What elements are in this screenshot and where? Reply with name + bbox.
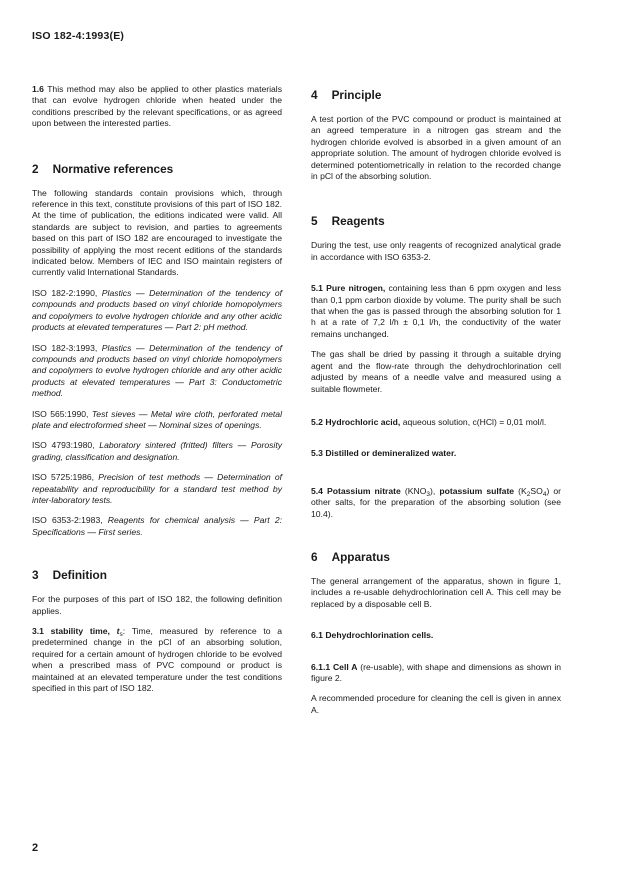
- apparatus-intro: The general arrangement of the apparatus, shown in figure 1, includes a re-usable dehydrochlorination cell A. This cell may be replaced by a disposable cell B.: [311, 575, 561, 609]
- section-title: Apparatus: [331, 549, 390, 564]
- reagent-name: Potassium nitrate: [327, 485, 401, 496]
- clause-title: Cell A: [332, 661, 358, 672]
- section-heading-3: [32, 568, 282, 582]
- principle-text: A test portion of the PVC compound or product is maintained at an agreed temperature in a nitrogen gas stream and the hydrogen chloride evolved is absorbed in a given amount of an appropriate solution. The amount of hydrogen chloride evolved is determined potentiometrically in relation to the recorded change in pCl of the absorbing solution.: [311, 114, 561, 182]
- definition-3-1: [32, 626, 282, 694]
- clause-text: or other salts, for the preparation of the absorbing solution (see 10.4).: [311, 485, 562, 519]
- definition-text: : Time, measured by reference to a predetermined change in the pCl of an absorbing solution, required for a certain amount of hydrogen chloride to be evolved when a prescribed mass of PVC compound or product is maintained at an elevated temperature under the test conditions specified in this part of ISO 182.: [32, 626, 282, 694]
- page-number: 2: [32, 842, 39, 854]
- clause-1-6: [32, 84, 282, 130]
- clause-5-1: [311, 283, 561, 340]
- clause-number: 5.4: [311, 485, 323, 496]
- clause-6-1: [311, 630, 561, 641]
- clause-6-1-1-paragraph: A recommended procedure for cleaning the cell is given in annex A.: [311, 693, 561, 715]
- section-title: Definition: [52, 568, 107, 583]
- clause-text: aqueous solution, c(HCl) = 0,01 mol/l.: [402, 416, 547, 427]
- clause-number: 3.1: [32, 626, 44, 636]
- reference-title: Plastics — Determination of the tendency of compounds and products based on vinyl chloride homopolymers and copolymers to evolve hydrogen chloride and any other acidic products at elevated temperatures — Part 3: Conductometric method.: [32, 342, 282, 399]
- clause-title: Dehydrochlorination cells.: [325, 630, 434, 641]
- clause-number: 1.6: [32, 84, 44, 94]
- reagents-intro: During the test, use only reagents of recognized analytical grade in accordance with ISO 6353-2.: [311, 240, 561, 262]
- clause-number: 5.1: [311, 283, 323, 294]
- reagent-name: Pure nitrogen,: [326, 283, 386, 294]
- term-symbol: t: [116, 626, 120, 636]
- section-title: Normative references: [52, 161, 174, 176]
- reference-title: Reagents for chemical analysis — Part 2: Specifications — First series.: [32, 515, 283, 537]
- clause-number: 5.2: [311, 416, 323, 427]
- clause-6-1-1: [311, 662, 561, 685]
- section-heading-6: [311, 550, 561, 564]
- section-heading-2: [32, 162, 282, 176]
- reagent-name: Distilled or demineralized water.: [325, 448, 457, 459]
- clause-5-3: [311, 448, 561, 459]
- clause-text: containing less than 6 ppm oxygen and less than 0,1 ppm carbon dioxide by volume. The purity shall be such that when the gas is passed through the absorbing solution for 1 h at a rate of 7,2 l/h ± 0,1 l/h, the conductivity of the water remains unchanged.: [311, 283, 561, 339]
- reference-item: ISO 182-2:1990, Plastics — Determination of the tendency of compounds and products based on vinyl chloride homopolymers and copolymers to evolve hydrogen chloride and any other acidic products at elevated temperatures — Part 2: pH method.: [32, 287, 282, 333]
- section-heading-5: [311, 214, 561, 228]
- left-column: [32, 84, 282, 703]
- clause-5-2: [311, 417, 561, 428]
- section-number: 2: [32, 161, 39, 176]
- section-heading-4: [311, 88, 561, 102]
- section-title: Reagents: [331, 214, 385, 229]
- reference-title: Test sieves — Metal wire cloth, perforated metal plate and electroformed sheet — Nominal sizes of openings.: [32, 408, 282, 430]
- reference-item: ISO 4793:1980, Laboratory sintered (fritted) filters — Porosity grading, classification and designation.: [32, 440, 283, 462]
- section-number: 3: [32, 568, 39, 583]
- reference-title: Plastics — Determination of the tendency of compounds and products based on vinyl chloride homopolymers and copolymers to evolve hydrogen chloride and any other acidic products at elevated temperatures — Part 2: pH method.: [32, 287, 282, 333]
- reagent-name: Hydrochloric acid,: [325, 416, 401, 427]
- section-number: 5: [311, 214, 318, 229]
- section-title: Principle: [331, 88, 382, 102]
- reference-title: Precision of test methods — Determination of repeatability and reproducibility for a standard test method by inter-laboratory tests.: [32, 472, 282, 505]
- clause-text: (re-usable), with shape and dimensions as shown in figure 2.: [311, 661, 562, 683]
- section-number: 6: [311, 549, 318, 564]
- clause-number: 6.1: [311, 630, 323, 641]
- reference-item: ISO 182-3:1993, Plastics — Determination of the tendency of compounds and products based on vinyl chloride homopolymers and copolymers to evolve hydrogen chloride and any other acidic products at elevated temperatures — Part 3: Conductometric method.: [32, 342, 282, 399]
- reference-item: ISO 5725:1986, Precision of test methods — Determination of repeatability and reproducibility for a standard test method by inter-laboratory tests.: [32, 472, 282, 505]
- defined-term: stability time,: [50, 626, 110, 636]
- section-number: 4: [311, 88, 318, 102]
- reference-item: ISO 565:1990, Test sieves — Metal wire cloth, perforated metal plate and electroformed sheet — Nominal sizes of openings.: [32, 408, 282, 430]
- definition-intro: For the purposes of this part of ISO 182, the following definition applies.: [32, 594, 282, 616]
- page-header: ISO 182-4:1993(E): [32, 30, 125, 42]
- clause-5-1-paragraph: The gas shall be dried by passing it through a suitable drying agent and the flow-rate through the dehydrochlorination cell adjusted by means of a needle valve and measured using a suitable flowmeter.: [311, 349, 561, 394]
- clause-number: 5.3: [311, 448, 323, 459]
- clause-5-4: 5.4 Potassium nitrate $(KNO_3)$, potassium sulfate $(K_2SO_4)$ or other salts, for the preparation of the absorbing solution (see 10.4).: [311, 485, 562, 519]
- reagent-name: potassium sulfate: [439, 485, 515, 496]
- term-symbol-subscript: s: [119, 631, 123, 638]
- clause-text: This method may also be applied to other plastics materials that can evolve hydrogen chloride when heated under the conditions prescribed by the relevant specifications, or as agreed upon between the interested parties.: [32, 84, 283, 129]
- clause-number: 6.1.1: [311, 661, 331, 672]
- reference-title: Laboratory sintered (fritted) filters — Porosity grading, classification and designation.: [32, 440, 283, 462]
- right-column: [311, 88, 561, 725]
- normative-intro: The following standards contain provisions which, through reference in this text, constitute provisions of this part of ISO 182. At the time of publication, the editions indicated were valid. All standards are subject to revision, and parties to agreements based on this part of ISO 182 are encouraged to investigate the possibility of applying the most recent editions of the standards indicated below. Members of IEC and ISO maintain registers of currently valid International Standards.: [32, 187, 282, 278]
- reference-item: ISO 6353-2:1983, Reagents for chemical analysis — Part 2: Specifications — First series.: [32, 515, 283, 537]
